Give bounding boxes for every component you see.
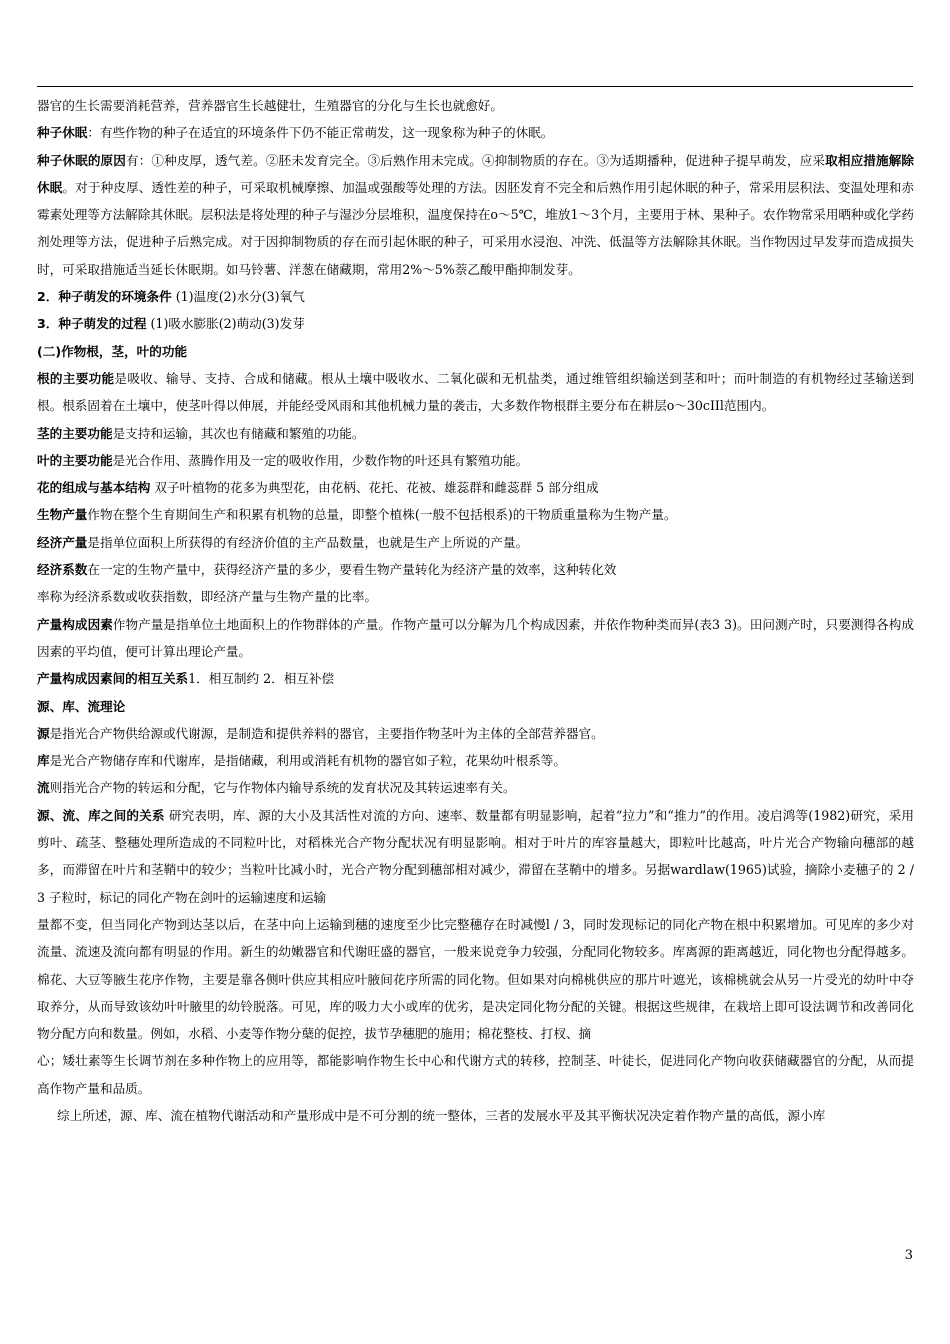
paragraph: 产量构成因素间的相互关系1．相互制约 2．相互补偿 bbox=[37, 671, 335, 687]
paragraph: 综上所述，源、库、流在植物代谢活动和产量形成中是不可分割的统一整体，三者的发展水平及其平衡状况决定着作物产量的高低，源小库 bbox=[57, 1107, 826, 1123]
term: 经济产量 bbox=[37, 534, 88, 550]
term: 茎的主要功能 bbox=[37, 425, 113, 441]
paragraph: 经济产量是指单位面积上所获得的有经济价值的主产品数量，也就是生产上所说的产量。 bbox=[37, 534, 529, 550]
paragraph: 流则指光合产物的转运和分配，它与作物体内输导系统的发育状况及其转运速率有关。 bbox=[37, 780, 516, 796]
heading: 2．种子萌发的环境条件 bbox=[37, 289, 172, 305]
paragraph: 量都不变，但当同化产物到达茎以后，在茎中向上运输到穗的速度至少比完整穗存在时减慢l / 3，同时发现标记的同化产物在根中积累增加。可见库的多少对流量、流速及流向都有明显的作用。新生的幼嫩器官和代谢旺盛的器官，一般来说竞争力较强，分配同化物较多。库离源的距离越近，同化物也分配得越多。棉花、大豆等腋生花序作物，主要是靠各侧叶供应其相应叶腋间花序所需的同化物。但如果对向棉桃供应的那片叶遮光，该棉桃就会从另一片受光的幼叶中夺取养分，从而导致该幼叶叶腋里的幼铃脱落。可见，库的吸力大小或库的优劣，是决定同化物分配的关键。根据这些规律，在栽培上即可设法调节和改善同化物分配方向和数量。例如，水稻、小麦等作物分蘖的促控，拔节孕穗肥的施用；棉花整枝、打杈、摘 bbox=[37, 916, 914, 1042]
term: 源、流、库之间的关系 bbox=[37, 807, 165, 823]
term: 产量构成因素间的相互关系 bbox=[37, 671, 189, 687]
term: 源 bbox=[37, 725, 50, 741]
term: 经济系数 bbox=[37, 562, 88, 578]
paragraph: 器官的生长需要消耗营养，营养器官生长越健壮，生殖器官的分化与生长也就愈好。 bbox=[37, 98, 503, 113]
paragraph: 种子休眠：有些作物的种子在适宜的环境条件下仍不能正常萌发，这一现象称为种子的休眠。 bbox=[37, 125, 554, 141]
heading: 3．种子萌发的过程 bbox=[37, 316, 147, 332]
document-body bbox=[37, 92, 914, 1129]
section-heading: (二)作物根，茎，叶的功能 bbox=[37, 343, 188, 359]
term: 叶的主要功能 bbox=[37, 452, 113, 468]
paragraph: 源、流、库之间的关系 研究表明，库、源的大小及其活性对流的方向、速率、数量都有明显影响，起着“拉力”和“推力”的作用。凌启鸿等(1982)研究，采用剪叶、疏茎、整穗处理所造成的不同粒叶比，对稻株光合产物分配状况有明显影响。相对于叶片的库容量越大，即粒叶比越高，叶片光合产物输向穗部的越多，而滞留在叶片和茎鞘中的较少；当粒叶比减小时，光合产物分配到穗部相对减少，滞留在茎鞘中的增多。另据wardlaw(1965)试验，摘除小麦穗子的 2 / 3 子粒时，标记的同化产物在剑叶的运输速度和运输 bbox=[37, 807, 915, 905]
paragraph: 2．种子萌发的环境条件 (1)温度(2)水分(3)氧气 bbox=[37, 289, 305, 305]
paragraph: 库是光合产物储存库和代谢库，是指储藏，利用或消耗有机物的器官如子粒，花果幼叶根系等。 bbox=[37, 753, 566, 769]
paragraph: 率称为经济系数或收获指数，即经济产量与生物产量的比率。 bbox=[37, 589, 378, 605]
term: 流 bbox=[37, 780, 50, 796]
paragraph: 花的组成与基本结构 双子叶植物的花多为典型花，由花柄、花托、花被、雄蕊群和雌蕊群 5 部分组成 bbox=[37, 480, 599, 496]
paragraph: 根的主要功能是吸收、输导、支持、合成和储藏。根从土壤中吸收水、二氧化碳和无机盐类，通过维管组织输送到茎和叶；而叶制造的有机物经过茎输送到根。根系固着在土壤中，使茎叶得以伸展，并能经受风雨和其他机械力量的袭击，大多数作物根群主要分布在耕层o～30cIIl范围内。 bbox=[37, 370, 915, 414]
paragraph: 叶的主要功能是光合作用、蒸腾作用及一定的吸收作用，少数作物的叶还具有繁殖功能。 bbox=[37, 452, 529, 468]
term: 种子休眠的原因 bbox=[37, 152, 126, 168]
paragraph: 心；矮壮素等生长调节剂在多种作物上的应用等，都能影响作物生长中心和代谢方式的转移，控制茎、叶徒长，促进同化产物向收获储藏器官的分配，从而提高作物产量和品质。 bbox=[37, 1053, 914, 1096]
term: 生物产量 bbox=[37, 507, 88, 523]
term: 种子休眠 bbox=[37, 125, 88, 141]
term: 库 bbox=[37, 753, 50, 769]
paragraph: 种子休眠的原因有：①种皮厚，透气差。②胚未发育完全。③后熟作用未完成。④抑制物质的存在。③为适期播种，促进种子提早萌发，应采取相应措施解除休眠。对于种皮厚、透性差的种子，可采取机械摩擦、加温或强酸等处理的方法。因胚发育不完全和后熟作用引起休眠的种子，常采用层积法、变温处理和赤霉素处理等方法解除其休眠。层积法是将处理的种子与湿沙分层堆积，温度保持在o～5℃，堆放1～3个月，主要用于林、果种子。农作物常采用晒种或化学药剂处理等方法，促进种子后熟完成。对于因抑制物质的存在而引起休眠的种子，可采用水浸泡、冲洗、低温等方法解除其休眠。当作物因过早发芽而造成损失时，可采取措施适当延长休眠期。如马铃薯、洋葱在储藏期，常用2%～5%萘乙酸甲酯抑制发芽。 bbox=[37, 152, 915, 277]
paragraph: 经济系数在一定的生物产量中，获得经济产量的多少，要看生物产量转化为经济产量的效率，这种转化效 bbox=[37, 562, 617, 578]
section-heading: 源、库、流理论 bbox=[37, 698, 126, 714]
paragraph: 源是指光合产物供给源或代谢源，是制造和提供养料的器官，主要指作物茎叶为主体的全部营养器官。 bbox=[37, 725, 604, 741]
term: 取相应措施解除休眠 bbox=[37, 152, 915, 195]
paragraph: 3．种子萌发的过程 (1)吸水膨胀(2)萌动(3)发芽 bbox=[37, 316, 305, 332]
term: 根的主要功能 bbox=[37, 370, 115, 386]
term: 花的组成与基本结构 bbox=[37, 480, 151, 496]
term: 产量构成因素 bbox=[37, 616, 113, 632]
paragraph: 产量构成因素作物产量是指单位土地面积上的作物群体的产量。作物产量可以分解为几个构成因素，并依作物种类而异(表3 3)。田问测产时，只要测得各构成因素的平均值，便可计算出理论产量。 bbox=[37, 616, 915, 659]
page-number: 3 bbox=[904, 1248, 913, 1263]
paragraph: 生物产量作物在整个生育期间生产和积累有机物的总量，即整个植株(一般不包括根系)的干物质重量称为生物产量。 bbox=[37, 507, 677, 523]
header-rule bbox=[37, 86, 913, 87]
paragraph: 茎的主要功能是支持和运输，其次也有储藏和繁殖的功能。 bbox=[37, 425, 365, 441]
